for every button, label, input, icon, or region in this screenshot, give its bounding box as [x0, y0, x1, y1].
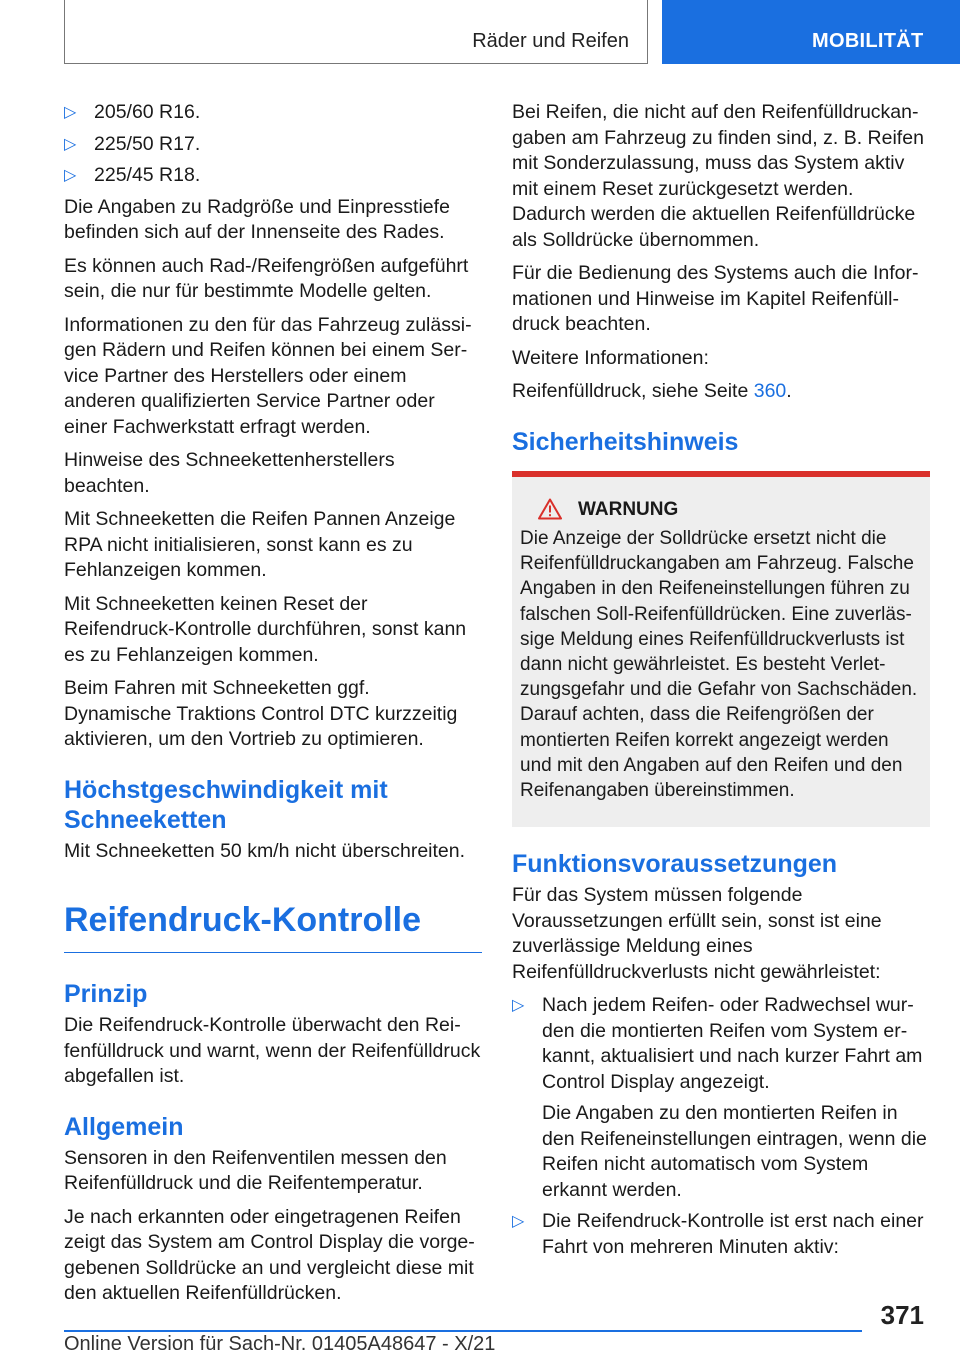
paragraph: Bei Reifen, die nicht auf den Reifenfülldruckangaben am Fahrzeug zu finden sind, z. B. Reifen mit Sonderzulassung, muss das System aktiv mit einem Reset zurückgesetzt werden. Dadurch werden die aktuellen Reifenfülldrücke als Solldrücke übernommen. — [512, 101, 924, 251]
header-section-title: Räder und Reifen — [472, 30, 629, 52]
list-item: ▷ 225/45 R18. — [64, 163, 482, 189]
footer-text: Online Version für Sach-Nr. 01405A48647 - X/21 — [64, 1333, 496, 1355]
warning-box — [512, 471, 930, 828]
list-item: ▷ Die Reifendruck-Kontrolle ist erst nach einer Fahrt von mehreren Minuten aktiv: — [512, 1210, 924, 1258]
triangle-bullet-icon: ▷ — [64, 104, 77, 121]
heading-speed: Höchstgeschwindigkeit mit Schneeketten — [64, 775, 388, 834]
triangle-bullet-icon: ▷ — [512, 997, 525, 1015]
paragraph: Für die Bedienung des Systems auch die Informationen und Hinweise im Kapitel Reifenfülldruck beachten. — [512, 262, 919, 335]
warning-title: WARNUNG — [578, 498, 679, 520]
page-reference: Reifenfülldruck, siehe Seite 360. — [512, 380, 792, 402]
tire-size-list — [64, 100, 482, 189]
triangle-bullet-icon: ▷ — [64, 167, 77, 184]
right-column — [512, 100, 930, 1266]
triangle-bullet-icon: ▷ — [64, 135, 77, 153]
list-item: ▷ 225/50 R17. — [64, 132, 482, 158]
heading-prinzip: Prinzip — [64, 980, 148, 1008]
header-chapter-tab: MOBILITÄT — [662, 0, 960, 64]
paragraph: Für das System müssen folgende Voraussetzungen erfüllt sein, sonst ist eine zuverlässige Meldung eines Reifenfülldruckverlusts nicht gewährleistet: — [512, 884, 882, 983]
heading-main: Reifendruck-Kontrolle — [64, 900, 482, 953]
paragraph: Beim Fahren mit Schneeketten ggf. Dynamische Traktions Control DTC kurzzeitig aktivieren, um den Vortrieb zu optimieren. — [64, 677, 458, 750]
page-number: 371 — [880, 1300, 924, 1330]
list-item: ▷ Nach jedem Reifen- oder Radwechsel wurden die montierten Reifen vom System erkannt, aktualisiert und nach kurzer Fahrt am Control Display angezeigt. Die Angaben zu den montierten Reifen in den Reifeneinstellungen eintragen, wenn die Reifen nicht automatisch vom System erkannt werden. — [512, 994, 927, 1201]
warning-text: Die Anzeige der Solldrücke ersetzt nicht die Reifenfülldruckangaben am Fahrzeug. Falsche Angaben in den Reifeneinstellungen führen zu falschen Soll-Reifenfülldrücken. Eine zuverlässige Meldung eines Reifenfülldruckverlusts ist dann nicht gewährleistet. Es besteht Verletzungsgefahr und die Gefahr von Sachschäden. Darauf achten, dass die Reifengrößen der montierten Reifen korrekt angezeigt werden und mit den Angaben auf den Reifen und den Reifenangaben übereinstimmen. — [520, 528, 918, 802]
triangle-bullet-icon: ▷ — [512, 1213, 525, 1231]
paragraph: Hinweise des Schneekettenherstellers beachten. — [64, 449, 395, 497]
heading-allgemein: Allgemein — [64, 1112, 184, 1141]
paragraph: Mit Schneeketten 50 km/h nicht überschreiten. — [64, 839, 466, 862]
list-item: ▷ 205/60 R16. — [64, 100, 482, 126]
warning-triangle-icon — [538, 498, 562, 520]
heading-func: Funktionsvoraussetzungen — [512, 850, 838, 879]
warning-header — [520, 497, 922, 523]
paragraph: Die Angaben zu Radgröße und Einpresstiefe befinden sich auf der Innenseite des Rades. — [64, 195, 450, 243]
heading-safety: Sicherheitshinweis — [512, 427, 739, 456]
header-section-box — [64, 0, 648, 64]
paragraph: Mit Schneeketten keinen Reset der Reifendruck-Kontrolle durchführen, sonst kann es zu Fehlanzeigen kommen. — [64, 592, 467, 666]
paragraph: Mit Schneeketten die Reifen Pannen Anzeige RPA nicht initialisieren, sonst kann es zu Fehlanzeigen kommen. — [64, 508, 456, 581]
page-link[interactable]: 360 — [753, 380, 787, 402]
paragraph: Die Reifendruck-Kontrolle überwacht den Reifenfülldruck und warnt, wenn der Reifenfülldruck abgefallen ist. — [64, 1014, 481, 1087]
left-column — [64, 100, 482, 1315]
paragraph: Es können auch Rad-/Reifengrößen aufgeführt sein, die nur für bestimmte Modelle gelten. — [64, 254, 469, 302]
footer-divider — [64, 1330, 862, 1332]
paragraph: Je nach erkannten oder eingetragenen Reifen zeigt das System am Control Display die vorgegebenen Solldrücke an und vergleicht diese mit den aktuellen Reifenfülldrücken. — [64, 1205, 475, 1304]
paragraph: Sensoren in den Reifenventilen messen den Reifenfülldruck und die Reifentemperatur. — [64, 1146, 447, 1194]
func-list — [512, 993, 930, 1260]
paragraph: Weitere Informationen: — [512, 346, 709, 369]
paragraph: Informationen zu den für das Fahrzeug zulässigen Rädern und Reifen können bei einem Service Partner des Herstellers oder einem anderen qualifizierten Service Partner oder einer Fachwerkstatt erfragt werden. — [64, 313, 472, 438]
